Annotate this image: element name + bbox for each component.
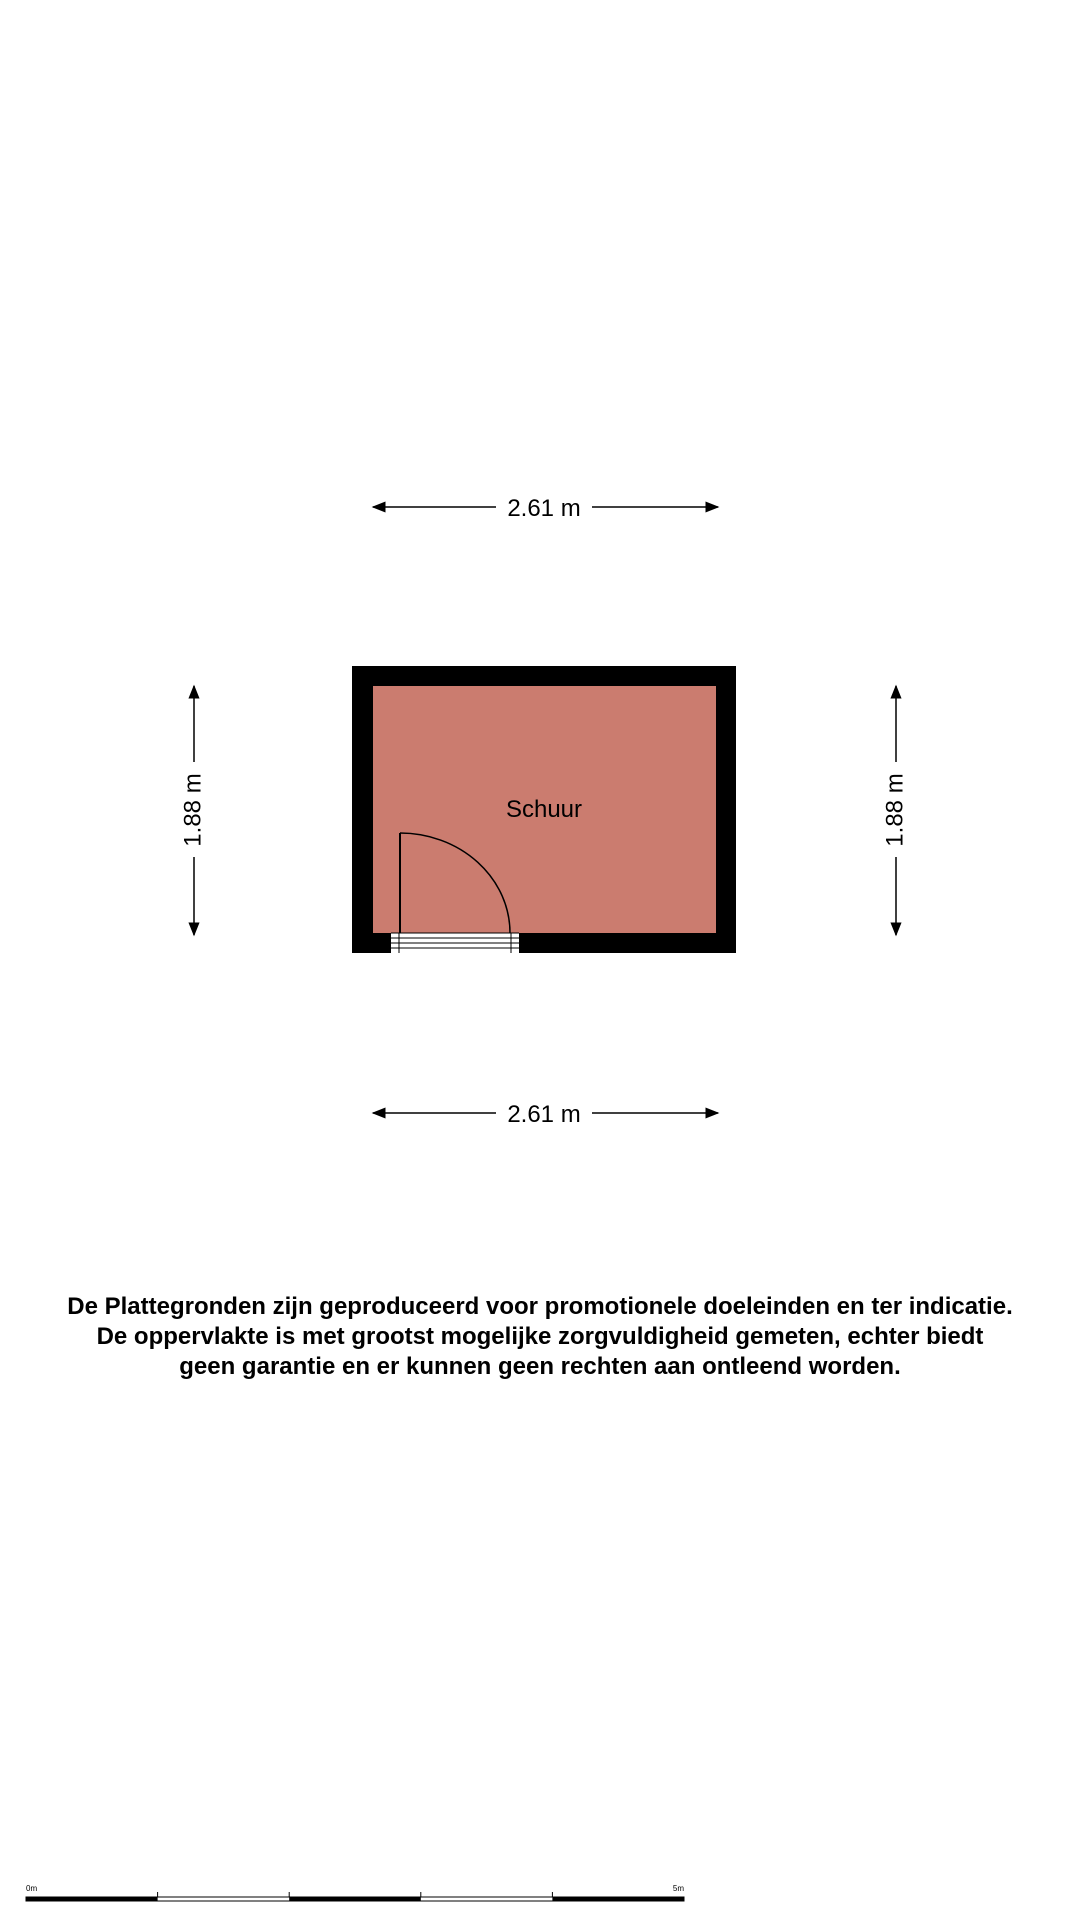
disclaimer-line: De oppervlakte is met grootst mogelijke zorgvuldigheid gemeten, echter biedt [96,1323,984,1350]
dimension-right-label: 1.88 m [881,773,909,847]
door-opening [391,933,519,953]
scale-bar [26,1884,684,1901]
disclaimer-line: geen garantie en er kunnen geen rechten aan ontleend worden. [179,1353,901,1380]
dimension-top-label: 2.61 m [507,495,581,522]
room-label: Schuur [505,796,583,823]
dimension-bottom-label: 2.61 m [507,1101,581,1128]
scale-start-label: 0m [26,1884,38,1893]
dimension-right [881,686,908,935]
disclaimer [0,1292,1080,1382]
dimension-top [373,495,718,522]
dimension-bottom [373,1101,718,1128]
dimension-left [179,686,206,935]
dimension-left-label: 1.88 m [179,773,207,847]
disclaimer-line: De Plattegronden zijn geproduceerd voor promotionele doeleinden en ter indicatie. [67,1293,1013,1320]
scale-end-label: 5m [672,1884,684,1893]
